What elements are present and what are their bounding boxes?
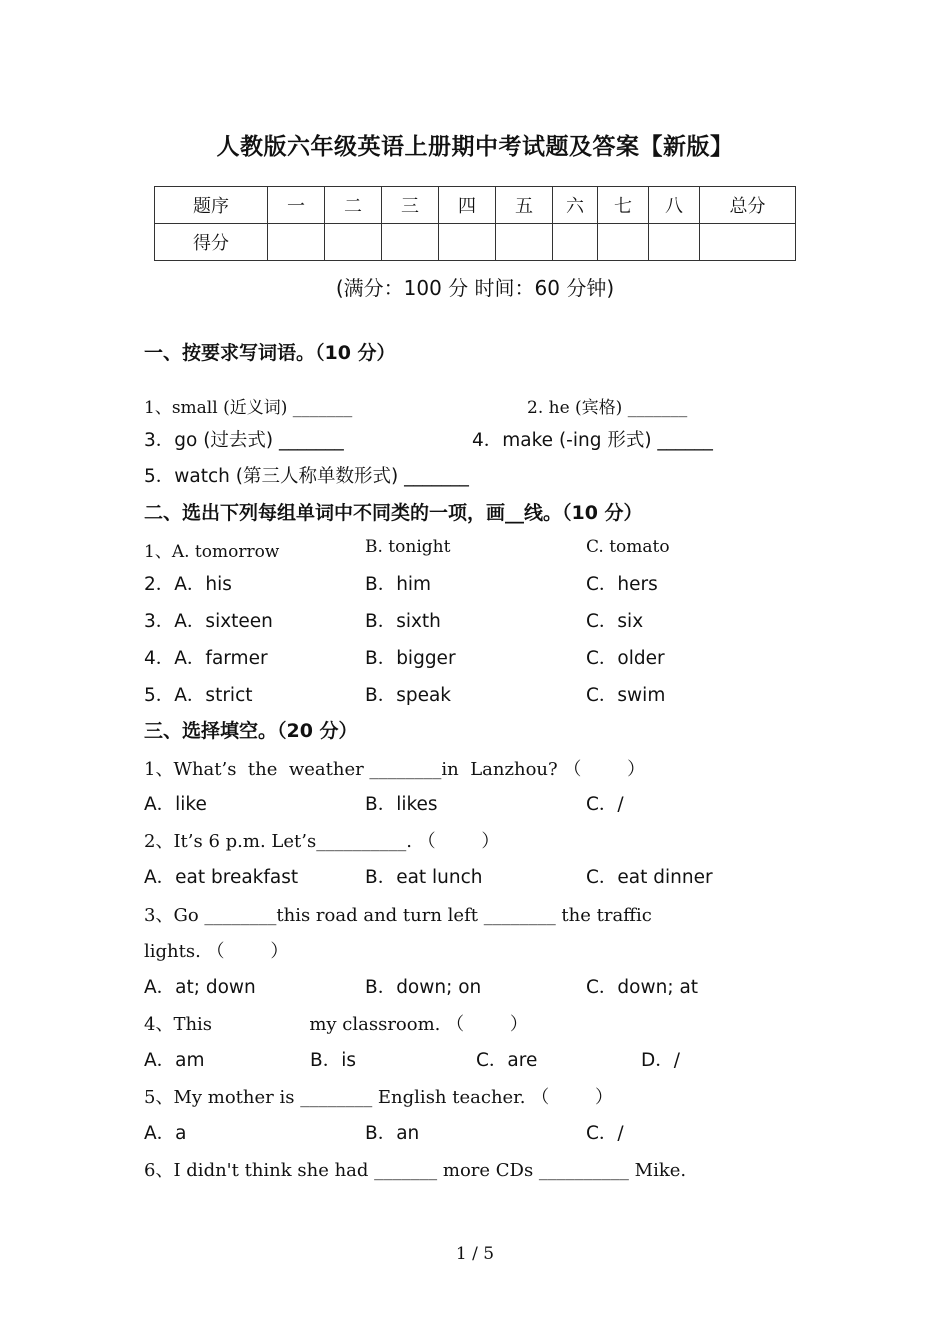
question-text: 6、I didn't think she had _______ more CDs __________ Mike. [144,1160,687,1181]
question-text: 2、It’s 6 p.m. Let’s__________. （ ） [144,831,500,852]
score-cell-header: 二 [325,187,382,224]
score-cell-header: 题序 [155,187,268,224]
option-b: B．likes [365,794,438,815]
option-b: B．speak [365,685,452,706]
option-c: C．are [476,1050,538,1071]
option-b: B．sixth [365,611,441,632]
score-cell-header: 六 [553,187,598,224]
option-c: C．down; at [586,977,699,998]
option-c: C．hers [586,574,658,595]
question-text: 5、My mother is ________ English teacher. （ ） [144,1087,614,1108]
option-a: 1、A. tomorrow [144,542,280,562]
score-cell [649,224,700,261]
section-3-heading: 三、选择填空。（20 分） [144,720,358,742]
option-b: B．him [365,574,432,595]
section-2-heading: 二、选出下列每组单词中不同类的一项，画__线。（10 分） [144,502,643,524]
question-text: 1、What’s the weather ________in Lanzhou? （ ） [144,759,646,780]
exam-meta: (满分：100 分 时间：60 分钟) [335,276,615,300]
question-text: 4、This my classroom. （ ） [144,1014,528,1035]
question-text: 5．watch (第三人称单数形式) _______ [144,466,469,487]
score-table-score-row [155,224,796,261]
option-a: A．eat breakfast [144,867,299,888]
option-b: B．an [365,1123,420,1144]
score-cell [700,224,796,261]
option-a: A．like [144,794,207,815]
score-cell [268,224,325,261]
option-b: B．eat lunch [365,867,483,888]
question-text: lights. （ ） [144,941,289,962]
score-cell-header: 五 [496,187,553,224]
option-a: 3．A．sixteen [144,611,273,632]
score-cell-header: 八 [649,187,700,224]
option-a: 4．A．farmer [144,648,268,669]
option-c: C．/ [586,794,624,815]
score-cell [553,224,598,261]
score-cell-header: 一 [268,187,325,224]
option-b: B．down; on [365,977,482,998]
page-title: 人教版六年级英语上册期中考试题及答案【新版】 [216,134,734,160]
option-a: A．am [144,1050,205,1071]
score-cell-header: 总分 [700,187,796,224]
score-cell [382,224,439,261]
question-text: 3、Go ________this road and turn left ________ the traffic [144,905,652,926]
option-c: C．older [586,648,665,669]
option-c: C．swim [586,685,666,706]
option-c: C. tomato [586,537,670,557]
option-c: C．/ [586,1123,624,1144]
score-cell-header: 三 [382,187,439,224]
score-cell [496,224,553,261]
question-text: 2. he (宾格) _______ [527,398,688,418]
score-table-header-row [155,187,796,224]
score-cell [598,224,649,261]
option-a: 5．A．strict [144,685,253,706]
score-cell [439,224,496,261]
option-b: B. tonight [365,537,451,557]
question-text: 3．go (过去式) _______ [144,430,344,451]
option-d: D．/ [641,1050,680,1071]
option-b: B．is [310,1050,356,1071]
option-a: 2．A．his [144,574,232,595]
question-text: 4．make (-ing 形式) ______ [472,430,713,451]
option-c: C．eat dinner [586,867,713,888]
score-cell-header: 四 [439,187,496,224]
score-table [154,186,796,261]
score-cell-header: 七 [598,187,649,224]
option-a: A．at; down [144,977,256,998]
score-cell [325,224,382,261]
question-text: 1、small (近义词) _______ [144,398,353,418]
option-c: C．six [586,611,644,632]
option-b: B．bigger [365,648,456,669]
section-1-heading: 一、按要求写词语。（10 分） [144,342,396,364]
option-a: A．a [144,1123,187,1144]
page-number: 1 / 5 [455,1244,495,1264]
score-row-label: 得分 [155,224,268,261]
